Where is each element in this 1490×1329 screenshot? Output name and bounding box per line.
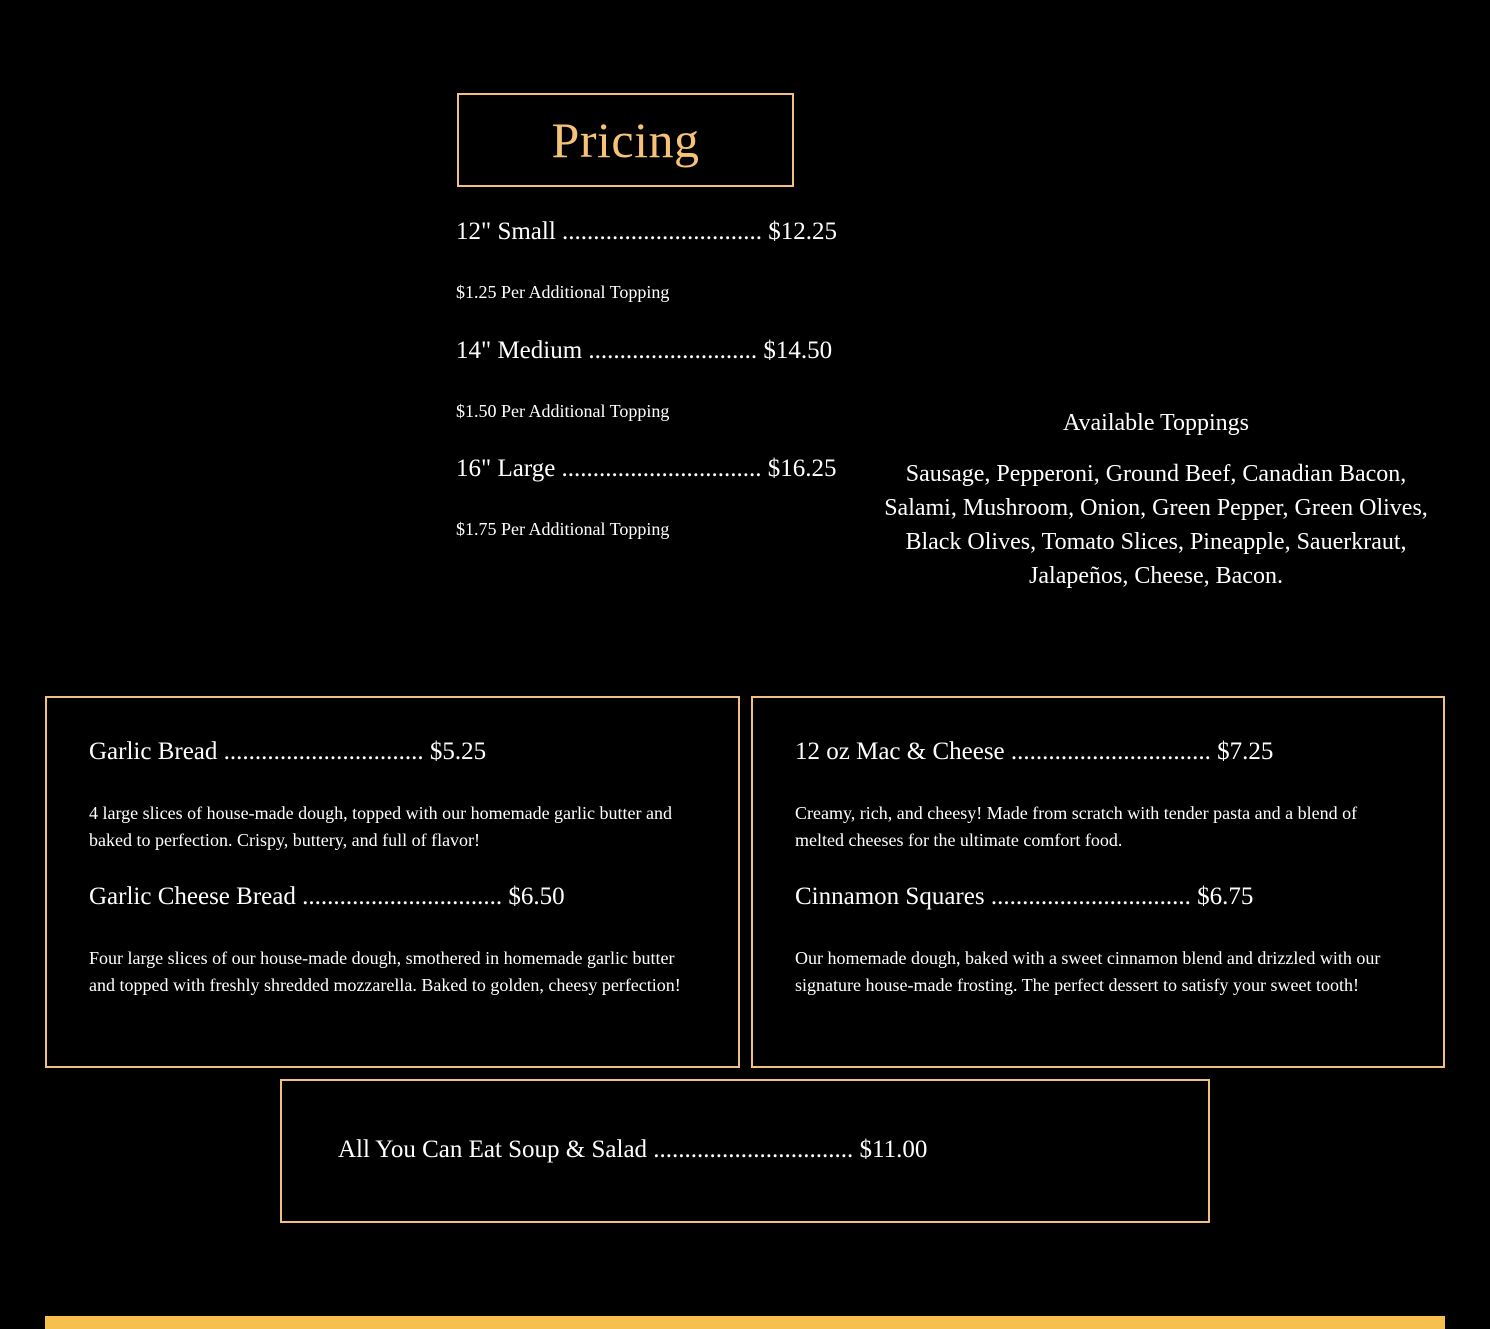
size-small-dots: ................................ <box>555 218 769 245</box>
size-large-topping-note: $1.75 Per Additional Topping <box>456 519 670 539</box>
mac-cheese-price: $7.25 <box>1217 738 1274 765</box>
soup-salad-price: $11.00 <box>859 1136 928 1163</box>
garlic-bread-description: 4 large slices of house-made dough, topped with our homemade garlic butter and baked to perfection. Crispy, buttery, and full of flavor! <box>89 803 673 850</box>
cinnamon-squares-name: Cinnamon Squares <box>795 883 985 910</box>
menu-item-title <box>795 738 1273 766</box>
menu-item-title <box>89 883 565 911</box>
soup-salad-dots: ................................ <box>647 1136 860 1163</box>
size-medium-line <box>456 337 832 365</box>
cinnamon-squares-price: $6.75 <box>1197 883 1254 910</box>
pricing-title: Pricing <box>551 112 700 168</box>
garlic-cheese-bread-dots: ................................ <box>295 883 509 910</box>
garlic-cheese-bread-name: Garlic Cheese Bread <box>89 883 296 910</box>
menu-item-title <box>89 738 486 766</box>
pricing-title-box <box>457 93 794 187</box>
garlic-bread-price: $5.25 <box>429 738 487 765</box>
soup-salad-name: All You Can Eat Soup & Salad <box>338 1136 648 1163</box>
menu-item-title <box>795 883 1253 911</box>
mac-cheese-name: 12 oz Mac & Cheese <box>795 738 1005 765</box>
toppings-heading: Available Toppings <box>1062 410 1250 436</box>
size-large-price: $16.25 <box>767 455 837 482</box>
garlic-bread-dots: ................................ <box>217 738 430 765</box>
size-small-price: $12.25 <box>768 218 838 245</box>
size-medium-topping-note: $1.50 Per Additional Topping <box>456 401 670 421</box>
size-small-topping-note: $1.25 Per Additional Topping <box>456 282 670 302</box>
garlic-cheese-bread-price: $6.50 <box>508 883 565 910</box>
mac-cheese-description: Creamy, rich, and cheesy! Made from scratch with tender pasta and a blend of melted cheeses for the ultimate comfort food. <box>795 803 1358 850</box>
size-large-dots: ................................ <box>555 455 768 482</box>
size-large-line <box>456 455 837 483</box>
size-small-label: 12" Small <box>456 218 556 245</box>
garlic-bread-name: Garlic Bread <box>89 738 218 765</box>
footer-accent-bar <box>45 1316 1445 1329</box>
size-medium-price: $14.50 <box>763 337 833 364</box>
size-medium-dots: ........................... <box>582 337 764 364</box>
cinnamon-squares-description: Our homemade dough, baked with a sweet cinnamon blend and drizzled with our signature house-made frosting. The perfect dessert to satisfy your sweet tooth! <box>795 948 1381 995</box>
sides-card-left <box>45 696 740 1068</box>
cinnamon-squares-dots: ................................ <box>984 883 1198 910</box>
toppings-list: Sausage, Pepperoni, Ground Beef, Canadian Bacon, Salami, Mushroom, Onion, Green Pepper, Green Olives, Black Olives, Tomato Slices, Pineapple, Sauerkraut, Jalapeños, Cheese, Bacon. <box>884 461 1428 589</box>
garlic-cheese-bread-description: Four large slices of our house-made dough, smothered in homemade garlic butter and topped with freshly shredded mozzarella. Baked to golden, cheesy perfection! <box>89 948 681 995</box>
sides-card-right <box>751 696 1445 1068</box>
size-medium-label: 14" Medium <box>456 337 583 364</box>
mac-cheese-dots: ................................ <box>1004 738 1218 765</box>
menu-item-title <box>338 1136 927 1164</box>
soup-salad-card <box>280 1079 1210 1223</box>
size-large-label: 16" Large <box>456 455 556 482</box>
size-small-line <box>456 218 837 246</box>
